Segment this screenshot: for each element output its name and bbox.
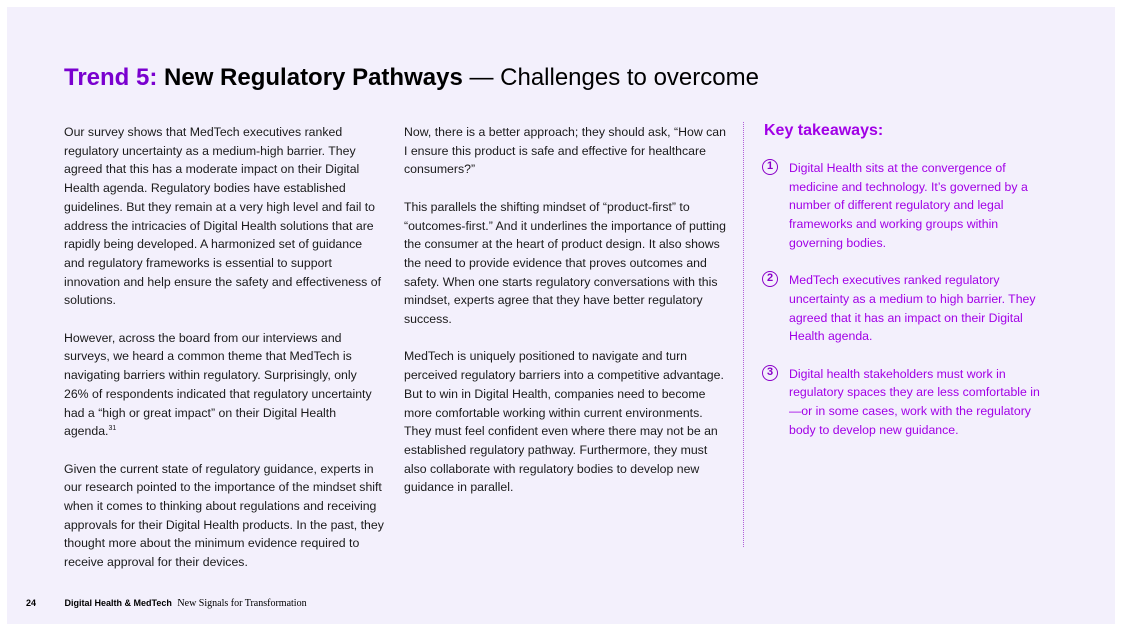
title-main: New Regulatory Pathways: [164, 64, 463, 91]
title-trend-label: Trend 5:: [64, 64, 158, 91]
number-1-icon: 1: [762, 159, 778, 175]
body-column-2: [404, 123, 726, 497]
page: [7, 7, 1115, 624]
number-3-icon: 3: [762, 365, 778, 381]
paragraph: Now, there is a better approach; they should ask, “How can I ensure this product is safe and effective for healthcare consumers?”: [404, 125, 726, 177]
paragraph: Our survey shows that MedTech executives ranked regulatory uncertainty as a medium-high barrier. They agreed that this has a moderate impact on their Digital Health agenda. Regulatory bodies have established guidelines. But they remain at a very high level and fail to address the intricacies of Digital Health solutions that are rapidly being developed. A harmonized set of guidance and regulatory frameworks is essential to support innovation and help ensure the safety and effectiveness of solutions.: [64, 125, 381, 308]
key-takeaways-heading: Key takeaways:: [764, 122, 884, 139]
publication-name: Digital Health & MedTech: [64, 598, 172, 608]
paragraph: MedTech is uniquely positioned to navigate and turn perceived regulatory barriers into a competitive advantage. But to win in Digital Health, companies need to become more comfortable working within current environments. They must feel confident even where there may not be an established regulatory pathway. Furthermore, they must also collaborate with regulatory bodies to develop new guidance in parallel.: [404, 349, 724, 495]
footnote-reference: 31: [108, 425, 117, 433]
dotted-divider: [743, 122, 744, 547]
takeaway-text: Digital health stakeholders must work in regulatory spaces they are less comfortable in—or in some cases, work with the regulatory body to develop new guidance.: [789, 366, 1040, 437]
paragraph: [64, 329, 384, 441]
takeaway-item: [762, 271, 1062, 346]
number-2-icon: 2: [762, 271, 778, 287]
page-title: [64, 63, 759, 93]
page-footer: [26, 597, 307, 610]
takeaway-item: [762, 365, 1062, 440]
takeaway-text: Digital Health sits at the convergence of medicine and technology. It’s governed by a number of different regulatory and legal frameworks and working groups within governing bodies.: [789, 161, 1028, 250]
takeaway-item: [762, 159, 1062, 253]
paragraph: Given the current state of regulatory guidance, experts in our research pointed to the importance of the mindset shift when it comes to thinking about regulations and receiving approvals for their Digital Health products. In the past, they thought more about the minimum evidence required to receive approval for their devices.: [64, 461, 384, 570]
paragraph-text: However, across the board from our interviews and surveys, we heard a common theme that MedTech is navigating barriers within regulatory. Surprisingly, only 26% of respondents indicated that regulatory uncertainty had a “high or great impact” on their Digital Health agenda.: [64, 330, 372, 439]
publication-subtitle: New Signals for Transformation: [177, 598, 307, 609]
page-number: 24: [26, 598, 37, 608]
title-subtitle: — Challenges to overcome: [469, 64, 759, 91]
body-column-1: [64, 123, 384, 572]
paragraph: This parallels the shifting mindset of “product-first” to “outcomes-first.” And it underlines the importance of putting the consumer at the heart of product design. It also shows the need to provide evidence that proves outcomes and safety. When one starts regulatory conversations with this mindset, experts agree that they have better regulatory success.: [404, 199, 726, 327]
key-takeaways-list: [762, 159, 1062, 440]
takeaway-text: MedTech executives ranked regulatory uncertainty as a medium to high barrier. They agreed that it has an impact on their Digital Health agenda.: [789, 273, 1036, 344]
